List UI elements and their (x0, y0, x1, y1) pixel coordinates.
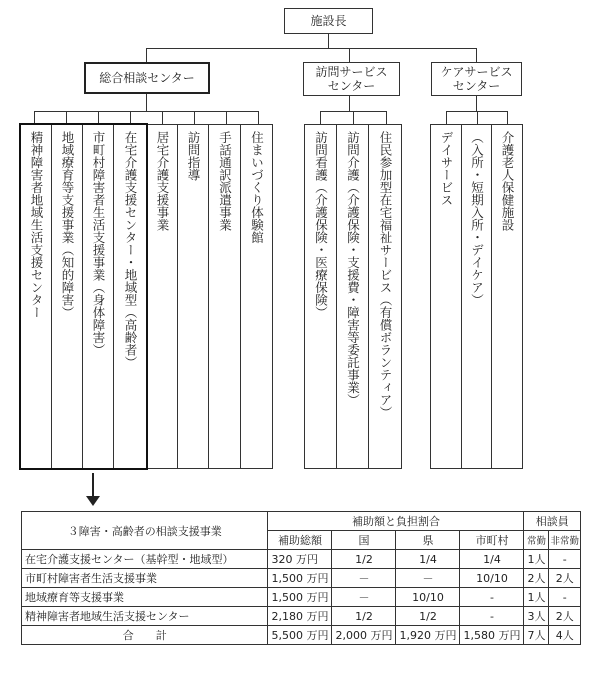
row-ft: 2人 (524, 569, 549, 588)
row-total: 2,180 万円 (268, 607, 332, 626)
director-box (284, 8, 373, 34)
consult-column (146, 124, 178, 469)
row-city: 1/4 (460, 550, 524, 569)
row-pref: 10/10 (396, 588, 460, 607)
row-country: 1/2 (332, 607, 396, 626)
connector (349, 96, 350, 111)
header-main: ３障害・高齢者の相談支援事業 (22, 512, 268, 550)
care-center-label: ケアサービス センター (440, 65, 513, 93)
sub-pref: 県 (396, 531, 460, 550)
column-label: 精神障害者地域生活支援センター (29, 131, 44, 319)
row-name: 精神障害者地域生活支援センター (22, 607, 268, 626)
down-arrowhead-icon (86, 496, 100, 506)
connector (146, 94, 147, 111)
care-column (430, 124, 462, 469)
connector (320, 111, 321, 124)
header-staff: 相談員 (524, 512, 581, 531)
sub-city: 市町村 (460, 531, 524, 550)
table-total-row (22, 626, 581, 645)
connector (146, 48, 477, 49)
connector (258, 111, 259, 124)
connector (328, 34, 329, 48)
row-name: 在宅介護支援センター（基幹型・地域型） (22, 550, 268, 569)
connector (146, 48, 147, 62)
total-city: 1,580 万円 (460, 626, 524, 645)
column-label: 訪問看護（介護保険・医療保険） (313, 131, 329, 319)
column-label: 手話通訳派遣事業 (217, 131, 233, 231)
connector (34, 111, 258, 112)
row-pref: － (396, 569, 460, 588)
total-pt: 4人 (549, 626, 581, 645)
support-table (21, 511, 581, 645)
care-column (491, 124, 523, 469)
column-label: 住民参加型在宅福祉サービス（有償ボランティア） (378, 131, 393, 419)
connector (507, 111, 508, 124)
sub-fulltime: 常勤 (524, 531, 549, 550)
connector (386, 111, 387, 124)
row-ft: 1人 (524, 588, 549, 607)
connector (162, 111, 163, 124)
visit-center-label: 訪問サービス センター (315, 65, 388, 93)
row-city: 10/10 (460, 569, 524, 588)
connector (476, 48, 477, 62)
total-amount: 5,500 万円 (268, 626, 332, 645)
table-row (22, 569, 581, 588)
column-label: 市町村障害者生活支援事業（身体障害） (91, 131, 106, 356)
connector (477, 111, 478, 124)
row-total: 1,500 万円 (268, 588, 332, 607)
director-label: 施設長 (310, 14, 347, 28)
consult-center-label: 総合相談センター (99, 71, 195, 85)
column-label: 居宅介護支援事業 (155, 131, 170, 231)
column-label: 住まいづくり体験館 (249, 131, 265, 244)
total-name: 合 計 (22, 626, 268, 645)
column-label: 地域療育等支援事業（知的障害） (60, 131, 75, 319)
row-name: 市町村障害者生活支援事業 (22, 569, 268, 588)
row-pt: - (549, 588, 581, 607)
connector (446, 111, 447, 124)
consult-column (177, 124, 209, 469)
care-center-box (431, 62, 522, 96)
column-label: 在宅介護支援センター・地域型（高齢者） (123, 131, 138, 369)
table-header-row (22, 512, 581, 531)
column-label: 介護老人保健施設 (500, 131, 515, 231)
row-pref: 1/4 (396, 550, 460, 569)
row-ft: 1人 (524, 550, 549, 569)
column-label: 訪問介護（介護保険・支援費・障害等委託事業） (345, 131, 361, 406)
row-total: 320 万円 (268, 550, 332, 569)
visit-column (336, 124, 369, 469)
connector (476, 96, 477, 111)
table-row (22, 607, 581, 626)
row-city: - (460, 588, 524, 607)
row-country: － (332, 588, 396, 607)
connector (349, 48, 350, 62)
sub-total: 補助総額 (268, 531, 332, 550)
connector (194, 111, 195, 124)
row-name: 地域療育等支援事業 (22, 588, 268, 607)
row-pt: 2人 (549, 569, 581, 588)
row-pref: 1/2 (396, 607, 460, 626)
row-city: - (460, 607, 524, 626)
row-total: 1,500 万円 (268, 569, 332, 588)
header-subsidy: 補助額と負担割合 (268, 512, 524, 531)
visit-center-box (303, 62, 400, 96)
total-pref: 1,920 万円 (396, 626, 460, 645)
row-country: － (332, 569, 396, 588)
table-row (22, 550, 581, 569)
column-label: （入所・短期入所・デイケア） (469, 131, 485, 306)
column-label: 訪問指導 (186, 131, 201, 181)
row-country: 1/2 (332, 550, 396, 569)
consult-column (240, 124, 273, 469)
consult-column (208, 124, 241, 469)
table-row (22, 588, 581, 607)
sub-parttime: 非常勤 (549, 531, 581, 550)
connector (353, 111, 354, 124)
highlight-frame (19, 123, 148, 470)
care-column (461, 124, 492, 469)
sub-country: 国 (332, 531, 396, 550)
row-ft: 3人 (524, 607, 549, 626)
visit-column (304, 124, 337, 469)
row-pt: - (549, 550, 581, 569)
visit-column (368, 124, 402, 469)
column-label: デイサービス (439, 131, 454, 206)
row-pt: 2人 (549, 607, 581, 626)
consult-center-box (84, 62, 210, 94)
connector (226, 111, 227, 124)
total-country: 2,000 万円 (332, 626, 396, 645)
total-ft: 7人 (524, 626, 549, 645)
